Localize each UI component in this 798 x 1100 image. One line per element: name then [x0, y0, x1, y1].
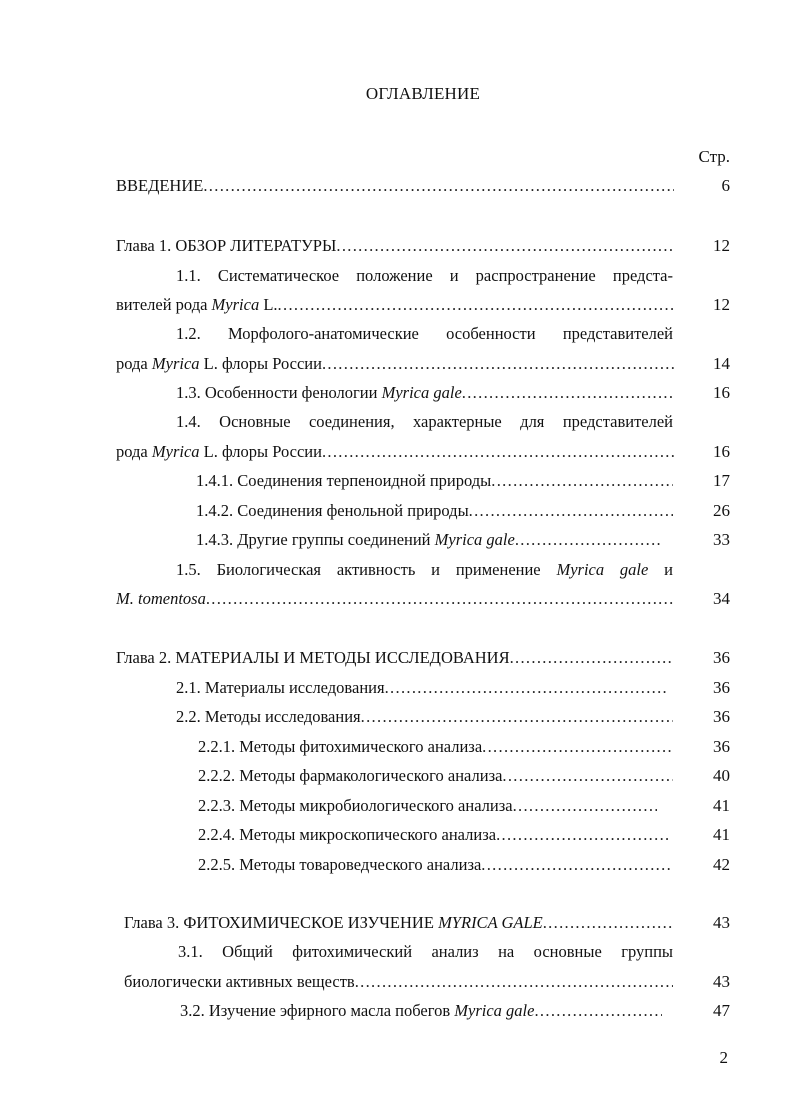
- toc-page: 34: [713, 589, 730, 608]
- toc-entry-1-4-line1: 1.4. Основные соединения, характерные для представителей: [176, 412, 673, 431]
- toc-entry-chapter-3[interactable]: [124, 913, 672, 935]
- toc-entry-3-2[interactable]: [180, 1001, 662, 1023]
- toc-entry-intro[interactable]: [116, 176, 674, 198]
- toc-page: 16: [713, 442, 730, 461]
- toc-page: 43: [713, 913, 730, 932]
- toc-entry-3-1-line1: 3.1. Общий фитохимический анализ на основные группы: [178, 942, 673, 961]
- toc-text: 1.4.2. Соединения фенольной природы: [196, 501, 469, 520]
- toc-entry-3-1[interactable]: [124, 972, 673, 994]
- toc-entry-1-1[interactable]: [116, 295, 674, 317]
- toc-entry-2-2-5[interactable]: [198, 855, 673, 877]
- toc-page: 16: [713, 383, 730, 402]
- toc-text: Глава 2. МАТЕРИАЛЫ И МЕТОДЫ ИССЛЕДОВАНИЯ: [116, 648, 510, 667]
- page-number: 2: [719, 1048, 728, 1067]
- toc-text: ВВЕДЕНИЕ: [116, 176, 204, 195]
- toc-page: 41: [713, 796, 730, 815]
- toc-entry-1-5[interactable]: [116, 589, 674, 611]
- toc-page: 40: [713, 766, 730, 785]
- toc-page: 36: [713, 648, 730, 667]
- toc-text: 1.3. Особенности фенологии Myrica gale: [176, 383, 462, 402]
- toc-page: 17: [713, 471, 730, 490]
- toc-entry-2-2[interactable]: [176, 707, 673, 729]
- toc-text: 2.2.2. Методы фармакологического анализа: [198, 766, 503, 785]
- toc-entry-1-2-line1: 1.2. Морфолого-анатомические особенности представителей: [176, 324, 673, 343]
- toc-entry-1-5-line1: 1.5. Биологическая активность и применение Myrica gale и: [176, 560, 673, 579]
- page-title: ОГЛАВЛЕНИЕ: [365, 84, 481, 103]
- toc-entry-chapter-1[interactable]: [116, 236, 674, 258]
- toc-entry-1-4-1[interactable]: [196, 471, 673, 493]
- toc-text: Глава 1. ОБЗОР ЛИТЕРАТУРЫ: [116, 236, 337, 255]
- toc-entry-1-4-2[interactable]: [196, 501, 673, 523]
- toc-text: 1.4.1. Соединения терпеноидной природы: [196, 471, 492, 490]
- toc-page: 41: [713, 825, 730, 844]
- toc-entry-2-2-2[interactable]: [198, 766, 673, 788]
- page-column-label: Стр.: [698, 147, 730, 166]
- toc-entry-1-4-3[interactable]: [196, 530, 662, 552]
- toc-page: 12: [713, 295, 730, 314]
- toc-page: 36: [713, 678, 730, 697]
- toc-text: рода Myrica L. флоры России: [116, 354, 322, 373]
- toc-entry-chapter-2[interactable]: [116, 648, 674, 670]
- toc-entry-1-1-line1: 1.1. Систематическое положение и распространение предста-: [176, 266, 673, 285]
- toc-text: 2.2. Методы исследования: [176, 707, 361, 726]
- toc-text: 1.4.3. Другие группы соединений Myrica gale: [196, 530, 515, 549]
- toc-entry-2-2-4[interactable]: [198, 825, 668, 847]
- toc-page: 47: [713, 1001, 730, 1020]
- toc-entry-2-2-1[interactable]: [198, 737, 673, 759]
- toc-page: 36: [713, 737, 730, 756]
- toc-text: 2.1. Материалы исследования: [176, 678, 385, 697]
- toc-text: 2.2.3. Методы микробиологического анализа: [198, 796, 513, 815]
- toc-entry-1-4[interactable]: [116, 442, 674, 464]
- toc-text: рода Myrica L. флоры России: [116, 442, 322, 461]
- toc-entry-1-3[interactable]: [176, 383, 673, 405]
- toc-page: 33: [713, 530, 730, 549]
- toc-page: 36: [713, 707, 730, 726]
- toc-page: 12: [713, 236, 730, 255]
- toc-page: 42: [713, 855, 730, 874]
- toc-text: 3.2. Изучение эфирного масла побегов Myrica gale: [180, 1001, 535, 1020]
- toc-text: 2.2.4. Методы микроскопического анализа: [198, 825, 497, 844]
- toc-text: биологически активных веществ: [124, 972, 355, 991]
- toc-entry-2-2-3[interactable]: [198, 796, 657, 818]
- toc-text: 2.2.5. Методы товароведческого анализа: [198, 855, 482, 874]
- toc-entry-1-2[interactable]: [116, 354, 674, 376]
- toc-page: 26: [713, 501, 730, 520]
- toc-entry-2-1[interactable]: [176, 678, 668, 700]
- toc-text: Глава 3. ФИТОХИМИЧЕСКОЕ ИЗУЧЕНИЕ MYRICA GALE: [124, 913, 543, 932]
- toc-text: 2.2.1. Методы фитохимического анализа: [198, 737, 483, 756]
- toc-text: M. tomentosa: [116, 589, 206, 608]
- toc-page: 43: [713, 972, 730, 991]
- toc-page: 14: [713, 354, 730, 373]
- toc-text: вителей рода Myrica L.: [116, 295, 278, 314]
- toc-page: 6: [721, 176, 730, 195]
